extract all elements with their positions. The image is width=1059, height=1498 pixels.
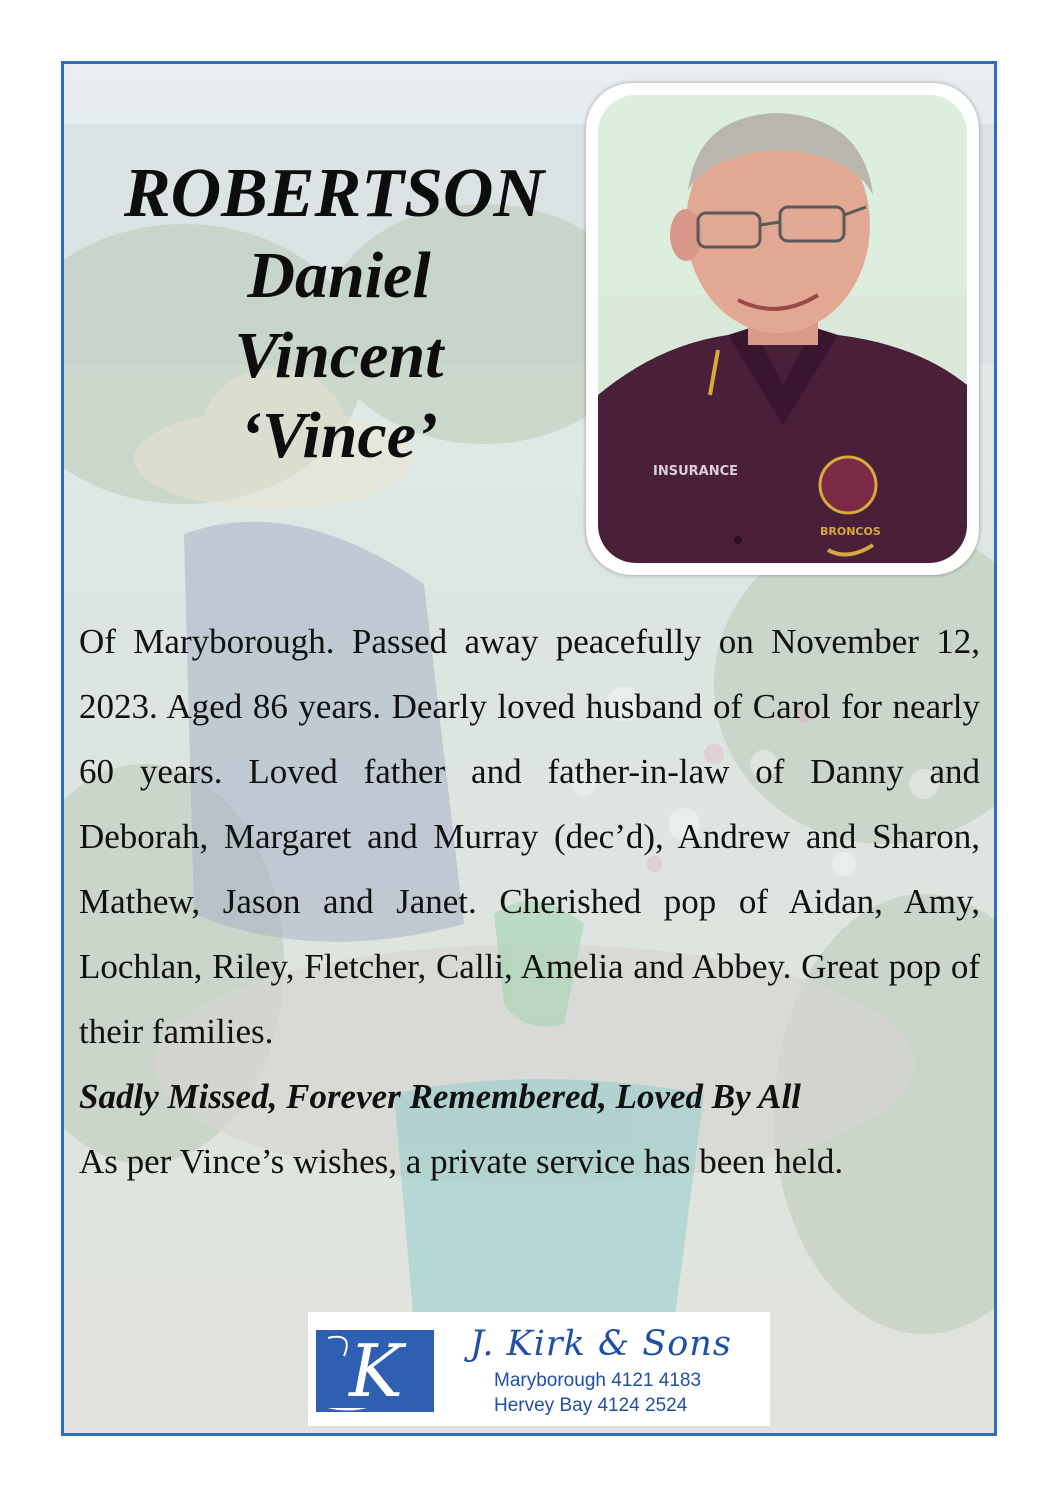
shirt-broncos-text: BRONCOS — [820, 525, 881, 538]
shirt-badge-text: INSURANCE — [653, 464, 739, 479]
notice-frame — [61, 61, 997, 1436]
nickname: ‘Vince’ — [240, 399, 438, 472]
portrait-photo-frame — [586, 83, 979, 575]
given-name-middle: Vincent — [234, 319, 444, 392]
funeral-director-logo — [308, 1312, 770, 1426]
given-name-first: Daniel — [247, 239, 431, 312]
obituary-paragraph: Of Maryborough. Passed away peacefully on November 12, 2023. Aged 86 years. Dearly loved husband of Carol for nearly 60 years. Loved father and father-in-law of Danny and Deborah, Margaret and Murray (dec’d), Andrew and Sharon, Mathew, Jason and Janet. Cherished pop of Aidan, Amy, Lochlan, Riley, Fletcher, Calli, Amelia and Abbey. Great pop of their families. — [79, 622, 980, 1051]
service-note: As per Vince’s wishes, a private service has been held. — [79, 1142, 844, 1181]
portrait-photo — [598, 95, 967, 563]
notice-body — [79, 609, 980, 1194]
tagline: Sadly Missed, Forever Remembered, Loved By All — [79, 1077, 801, 1116]
funeral-director-name: J. Kirk & Sons — [470, 1324, 732, 1364]
deceased-name-block — [64, 152, 604, 476]
surname: ROBERTSON — [123, 155, 545, 232]
hervey-bay-phone: Hervey Bay 4124 2524 — [494, 1395, 688, 1416]
logo-letter: K — [349, 1329, 403, 1413]
maryborough-phone: Maryborough 4121 4183 — [494, 1370, 702, 1391]
kirk-k-monogram-icon — [314, 1326, 438, 1414]
